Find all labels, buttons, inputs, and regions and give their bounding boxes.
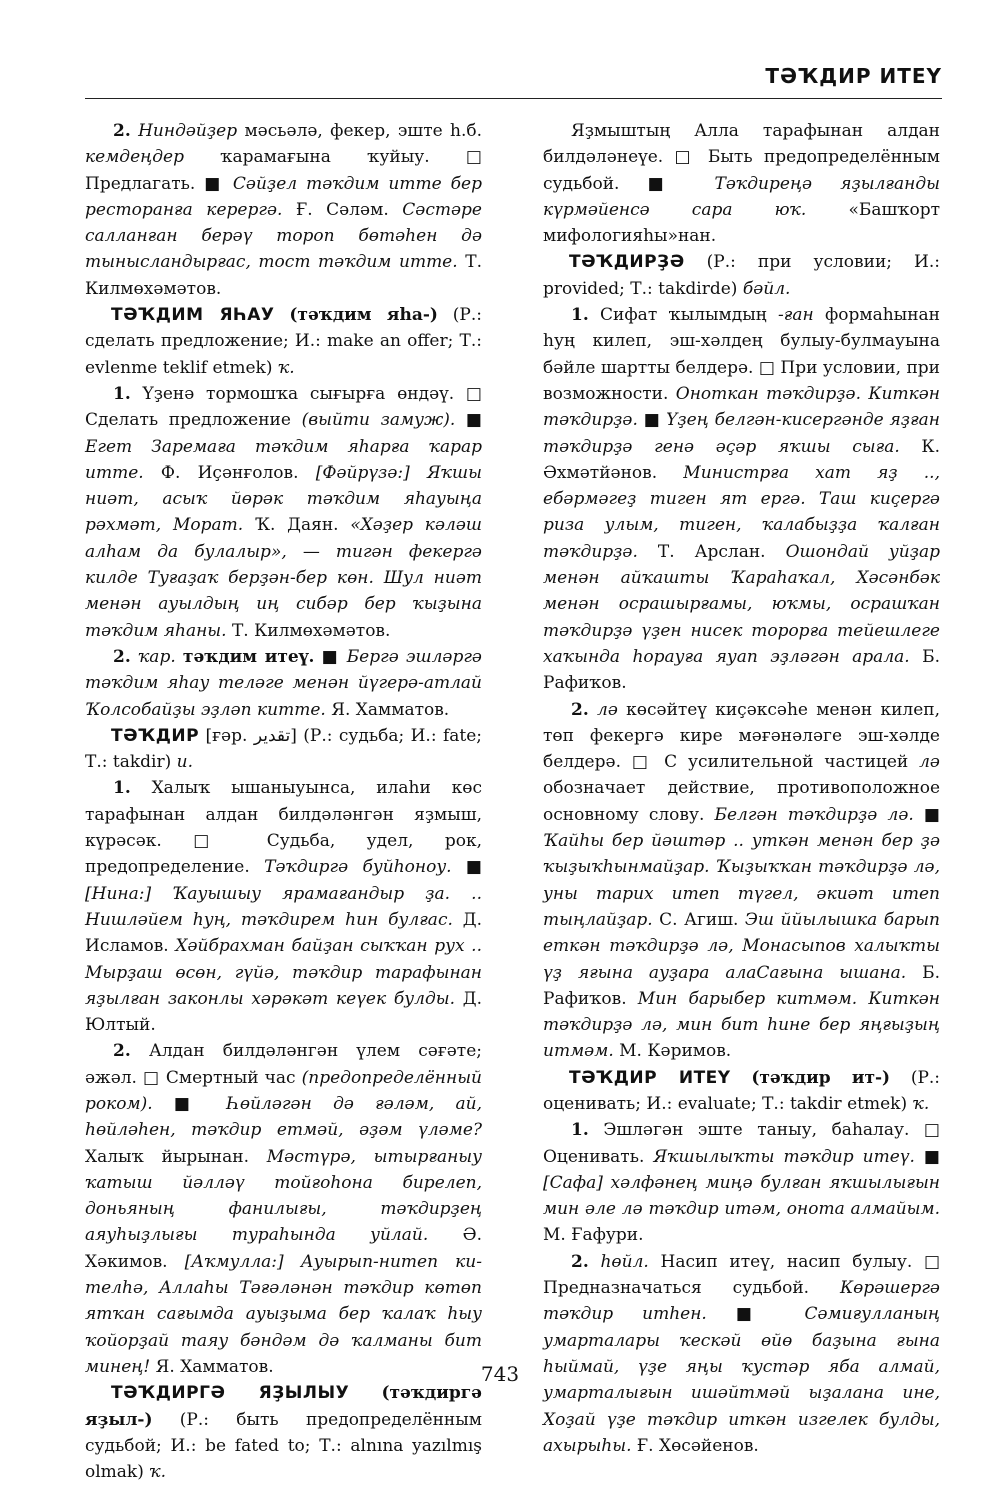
entry-headword-paragraph: ТӘҠДИМ ЯҺАУ (тәҡдим яһа-) (Р.: сделать предложение; И.: make an offer; Т.: evlenme teklif etmek) ҡ.	[85, 305, 483, 378]
running-head: ТӘҠДИР ИТЕҮ	[765, 64, 942, 88]
entry-paragraph: 2. Алдан билдәләнгән үлем сәғәте; әжәл. □ Смертный час (предопределённый роком). ■ Һөйләгән дә ғәләм, ай, һөйләһен, тәҡдир етмәй, әҙәм үләме? Халыҡ йырынан. Мәстүрә, ытырғаныу ҡатыш йәлләү тойғоһона бирелеп, доньяның фанилығы, тәҡдирҙең аяуһыҙлығы тураһында уйлай. Ә. Хәкимов. [Аҡмулла:] Ауырып-нитеп ки-телһә, Аллаһы Тәғәләнән тәҡдир көтөп ятҡан сағымда ауыҙыма бер ҡалаҡ һыу ҡойорҙай таяу бәндәм дә ҡалманы бит минең! Я. Хамматов.	[85, 1041, 482, 1377]
entry-headword-paragraph: ТӘҠДИРГӘ ЯҘЫЛЫУ (тәҡдиргә яҙыл-) (Р.: быть предопределённым судьбой; И.: be fated to; Т.: alnına yazılmış olmak) ҡ.	[85, 1383, 482, 1483]
entry-paragraph: 1. Сифат ҡылымдың -ған формаһынан һуң килеп, эш-хәлдең булыу-булмауына бәйле шартты белдерә. □ При условии, при возможности. Оноткан тәҡдирҙә. Киткән тәҡдирҙә. ■ Үҙең белгән-кисергәнде яҙған тәҡдирҙә генә әҫәр яҡшы сыға. К. Әхмәтйәнов. Министрға хат яҙ .., ебәрмәгеҙ тиген ят ергә. Таш киҫергә риза улым, тиген, ҡалабыҙҙа ҡалған тәҡдирҙә. Т. Арслан. Ошондай уйҙар менән айҡашты Ҡараһаҡал, Хәсәнбәк менән осрашырғамы, юҡмы, осрашҡан тәҡдирҙә үҙен нисек торорға тейешлеге хаҡында һорауға яуап эҙләгән арала. Б. Рафиҡов.	[543, 305, 941, 694]
entry-paragraph: 2. ҡар. тәҡдим итеү. ■ Бергә эшләргә тәҡдим яһау теләге менән йүгерә-атлай Ҡолсобайҙы эҙләп китте. Я. Хамматов.	[85, 646, 482, 720]
entry-paragraph: 1. Үҙенә тормошҡа сығырға өндәү. □ Сделать предложение (выйти замуж). ■ Егет Заремаға тәҡдим яһарға ҡарар итте. Ф. Иҫәнғолов. [Фәйрүзә:] Яҡшы ниәт, асыҡ йөрәк тәҡдим яһауыңа рәхмәт, Морат. Ҡ. Даян. «Хәҙер кәләш алһам да булалыр», — тигән фекергә килде Туғаҙаҡ берҙән-бер көн. Шул ниәт менән ауылдың иң сибәр бер ҡыҙына тәҡдим яһаны. Т. Килмөхәмәтов.	[85, 383, 482, 641]
right-column	[543, 118, 940, 1459]
entry-paragraph: 1. Халыҡ ышаныуынса, илаһи көс тарафынан алдан билдәләнгән яҙмыш, күрәсәк. □ Судьба, удел, рок, предопределение. Тәҡдиргә буйһоноу. ■ [Нина:] Ҡауышыу ярамағандыр ҙа. .. Нишләйем һуң, тәҡдирем һин булғас. Д. Исламов. Хәйбрахман байҙан сыҡҡан рух .. Мырҙаш өсөн, гүйә, тәҡдир тарафынан яҙылған законлы хәрәкәт кеүек булды. Д. Юлтый.	[85, 778, 482, 1036]
entry-paragraph: 2. һөйл. Насип итеү, насип булыу. □ Предназначаться судьбой. Көрәшергә тәҡдир итһен. ■ Сәмиғулланың умарталары ҡескәй өйө баҙына ғына һыймай, үҙе яңы ҡустәр яба алмай, умарталығын ишәйтмәй ыҙалана ине, Хоҙай үҙе тәҡдир иткән изгелек булды, ахырыһы. Ғ. Хөсәйенов.	[543, 1251, 941, 1456]
entry-headword-paragraph: ТӘҠДИРҘӘ (Р.: при условии; И.: provided; Т.: takdirde) бәйл.	[543, 252, 940, 299]
left-column	[85, 118, 482, 1485]
entry-paragraph: 2. Ниндәйҙер мәсьәлә, фекер, эште һ.б. кемдеңдер ҡарамағына ҡуйыу. □ Предлагать. ■ Сәйҙел тәҡдим итте бер ресторанға керергә. Ғ. Сәләм. Сәстәре салланған берәү тороп бөтәһен дә тынысландырғас, тост тәҡдим итте. Т. Килмөхәмәтов.	[85, 121, 483, 299]
entry-paragraph: 2. лә көсәйтеү киҫәксәһе менән килеп, төп фекергә кире мәғәнәләге эш-хәлде белдерә. □ С усилительной частицей лә обозначает действие, противоположное основному слову. Белгән тәҡдирҙә лә. ■ Ҡайһы бер йәштәр .. уткән менән бер ҙә ҡыҙыҡһынмайҙар. Ҡыҙыҡҡан тәҡдирҙә лә, уны тарих итеп түгел, әкиәт итеп тыңлайҙар. С. Агиш. Эш ййылышка барып еткән тәҡдирҙә лә, Монасыпов халыҡты үҙ яғына ауҙара алаСағына ышана. Б. Рафиҡов. Мин барыбер китмәм. Киткән тәҡдирҙә лә, мин бит һине бер яңғыҙың итмәм. М. Кәримов.	[543, 699, 941, 1062]
entry-headword-paragraph: ТӘҠДИР ИТЕҮ (тәҡдир ит-) (Р.: оценивать; И.: evaluate; Т.: takdir etmek) ҡ.	[543, 1067, 941, 1114]
page-header	[85, 62, 942, 99]
entry-paragraph: 1. Эшләгән эште таныу, баһалау. □ Оценивать. Яҡшылыҡты тәҡдир итеү. ■ [Сафа] хәлфәнең миңә булған яҡшылығын мин әле лә тәҡдир итәм, онота алмайым. М. Ғафури.	[543, 1120, 940, 1246]
entry-paragraph: Яҙмыштың Алла тарафынан алдан билдәләнеүе. □ Быть предопределённым судьбой. ■ Тәҡдиреңә яҙылғанды күрмәйенсә сара юҡ. «Башҡорт мифологияһы»нан.	[543, 121, 941, 247]
entry-headword-paragraph: ТӘҠДИР [ғәр. تقدير] (Р.: судьба; И.: fate; Т.: takdir) и.	[85, 725, 483, 773]
page-number: 743	[480, 1362, 520, 1386]
